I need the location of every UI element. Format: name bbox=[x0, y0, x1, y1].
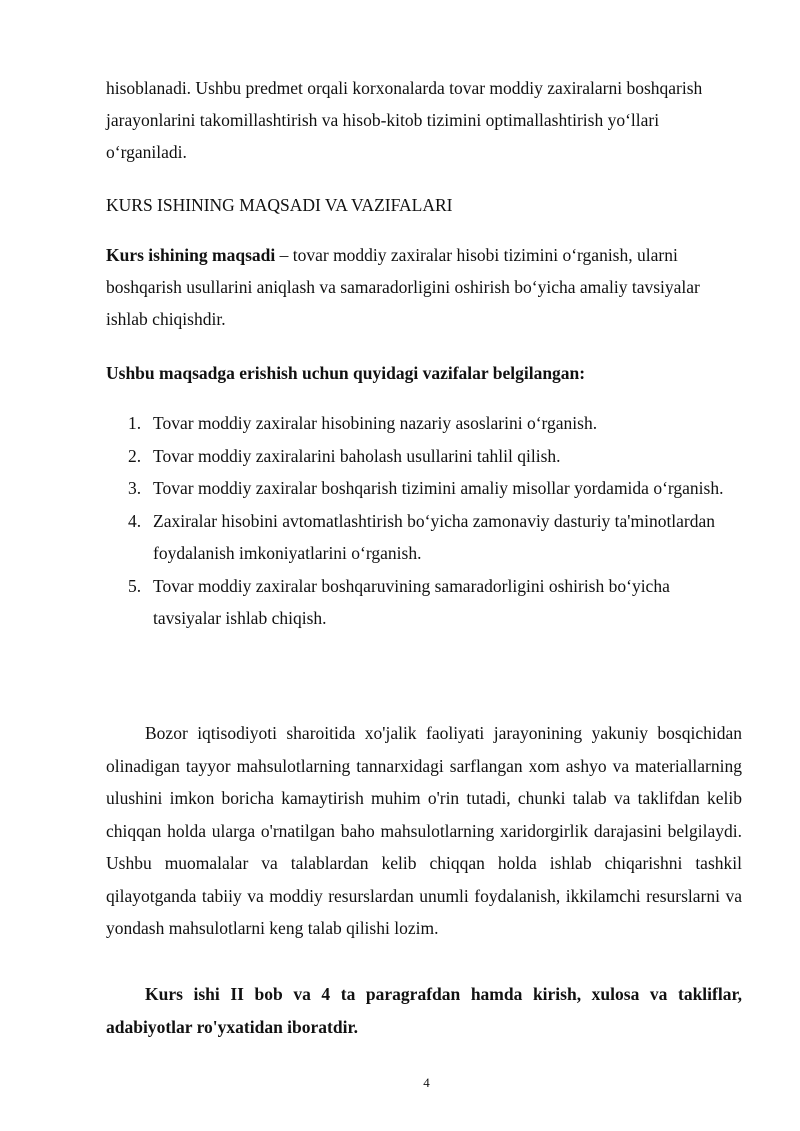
list-item bbox=[106, 472, 742, 505]
list-item-number: 4. bbox=[128, 510, 142, 531]
goal-label: Kurs ishining maqsadi bbox=[106, 245, 276, 265]
list-item-text: Tovar moddiy zaxiralarini baholash usullarini tahlil qilish. bbox=[153, 445, 561, 466]
tasks-list bbox=[106, 407, 742, 635]
list-item-number: 5. bbox=[128, 575, 142, 596]
section-heading: KURS ISHINING MAQSADI VA VAZIFALARI bbox=[106, 195, 453, 215]
list-item-number: 1. bbox=[128, 413, 142, 433]
intro-paragraph: hisoblanadi. Ushbu predmet orqali korxonalarda tovar moddiy zaxiralarni boshqarish jarayonlarini takomillashtirish va hisob-kitob tizimini optimallashtirish yo‘llari o‘rganiladi. bbox=[106, 78, 703, 162]
body-paragraph bbox=[106, 717, 742, 945]
goal-text: – tovar moddiy zaxiralar hisobi tizimini o‘rganish, ularni boshqarish usullarini aniqlash va samaradorligini oshirish bo‘yicha amaliy tavsiyalar ishlab chiqishdir. bbox=[106, 245, 700, 329]
list-item-number: 3. bbox=[128, 478, 142, 498]
list-item-text: Zaxiralar hisobini avtomatlashtirish bo‘yicha zamonaviy dasturiy ta'minotlardan foydalanish imkoniyatlarini o‘rganish. bbox=[153, 510, 716, 563]
goal-paragraph bbox=[106, 239, 742, 335]
list-item-number: 2. bbox=[128, 445, 142, 466]
list-item bbox=[106, 407, 742, 440]
list-item-text: Tovar moddiy zaxiralar boshqarish tizimini amaliy misollar yordamida o‘rganish. bbox=[153, 478, 724, 498]
list-item bbox=[106, 440, 742, 473]
list-item-text: Tovar moddiy zaxiralar boshqaruvining samaradorligini oshirish bo‘yicha tavsiyalar ishlab chiqish. bbox=[153, 575, 670, 628]
page-number: 4 bbox=[423, 1075, 430, 1090]
conclusion-text: Kurs ishi II bob va 4 ta paragrafdan hamda kirish, xulosa va takliflar, adabiyotlar ro'yxatidan iboratdir. bbox=[106, 984, 742, 1037]
list-item bbox=[106, 505, 742, 570]
body-paragraph-text: Bozor iqtisodiyoti sharoitida xo'jalik faoliyati jarayonining yakuniy bosqichidan olinadigan tayyor mahsulotlarning tannarxidagi sarflangan xom ashyo va materiallarning ulushini imkon boricha kamaytirish muhim o'rin tutadi, chunki talab va taklifdan kelib chiqqan holda ularga o'rnatilgan baho mahsulotlarning xaridorgirlik darajasini belgilaydi. Ushbu muomalalar va talablardan kelib chiqqan holda ishlab chiqarishni tashkil qilayotganda tabiiy va moddiy resurslardan unumli foydalanish, ikkilamchi resurslarni va yondash mahsulotlarni keng talab qilishi lozim. bbox=[106, 723, 742, 938]
list-item-text: Tovar moddiy zaxiralar hisobining nazariy asoslarini o‘rganish. bbox=[153, 413, 598, 433]
list-item bbox=[106, 570, 742, 635]
tasks-title: Ushbu maqsadga erishish uchun quyidagi vazifalar belgilangan: bbox=[106, 363, 586, 383]
conclusion-paragraph bbox=[106, 978, 742, 1043]
